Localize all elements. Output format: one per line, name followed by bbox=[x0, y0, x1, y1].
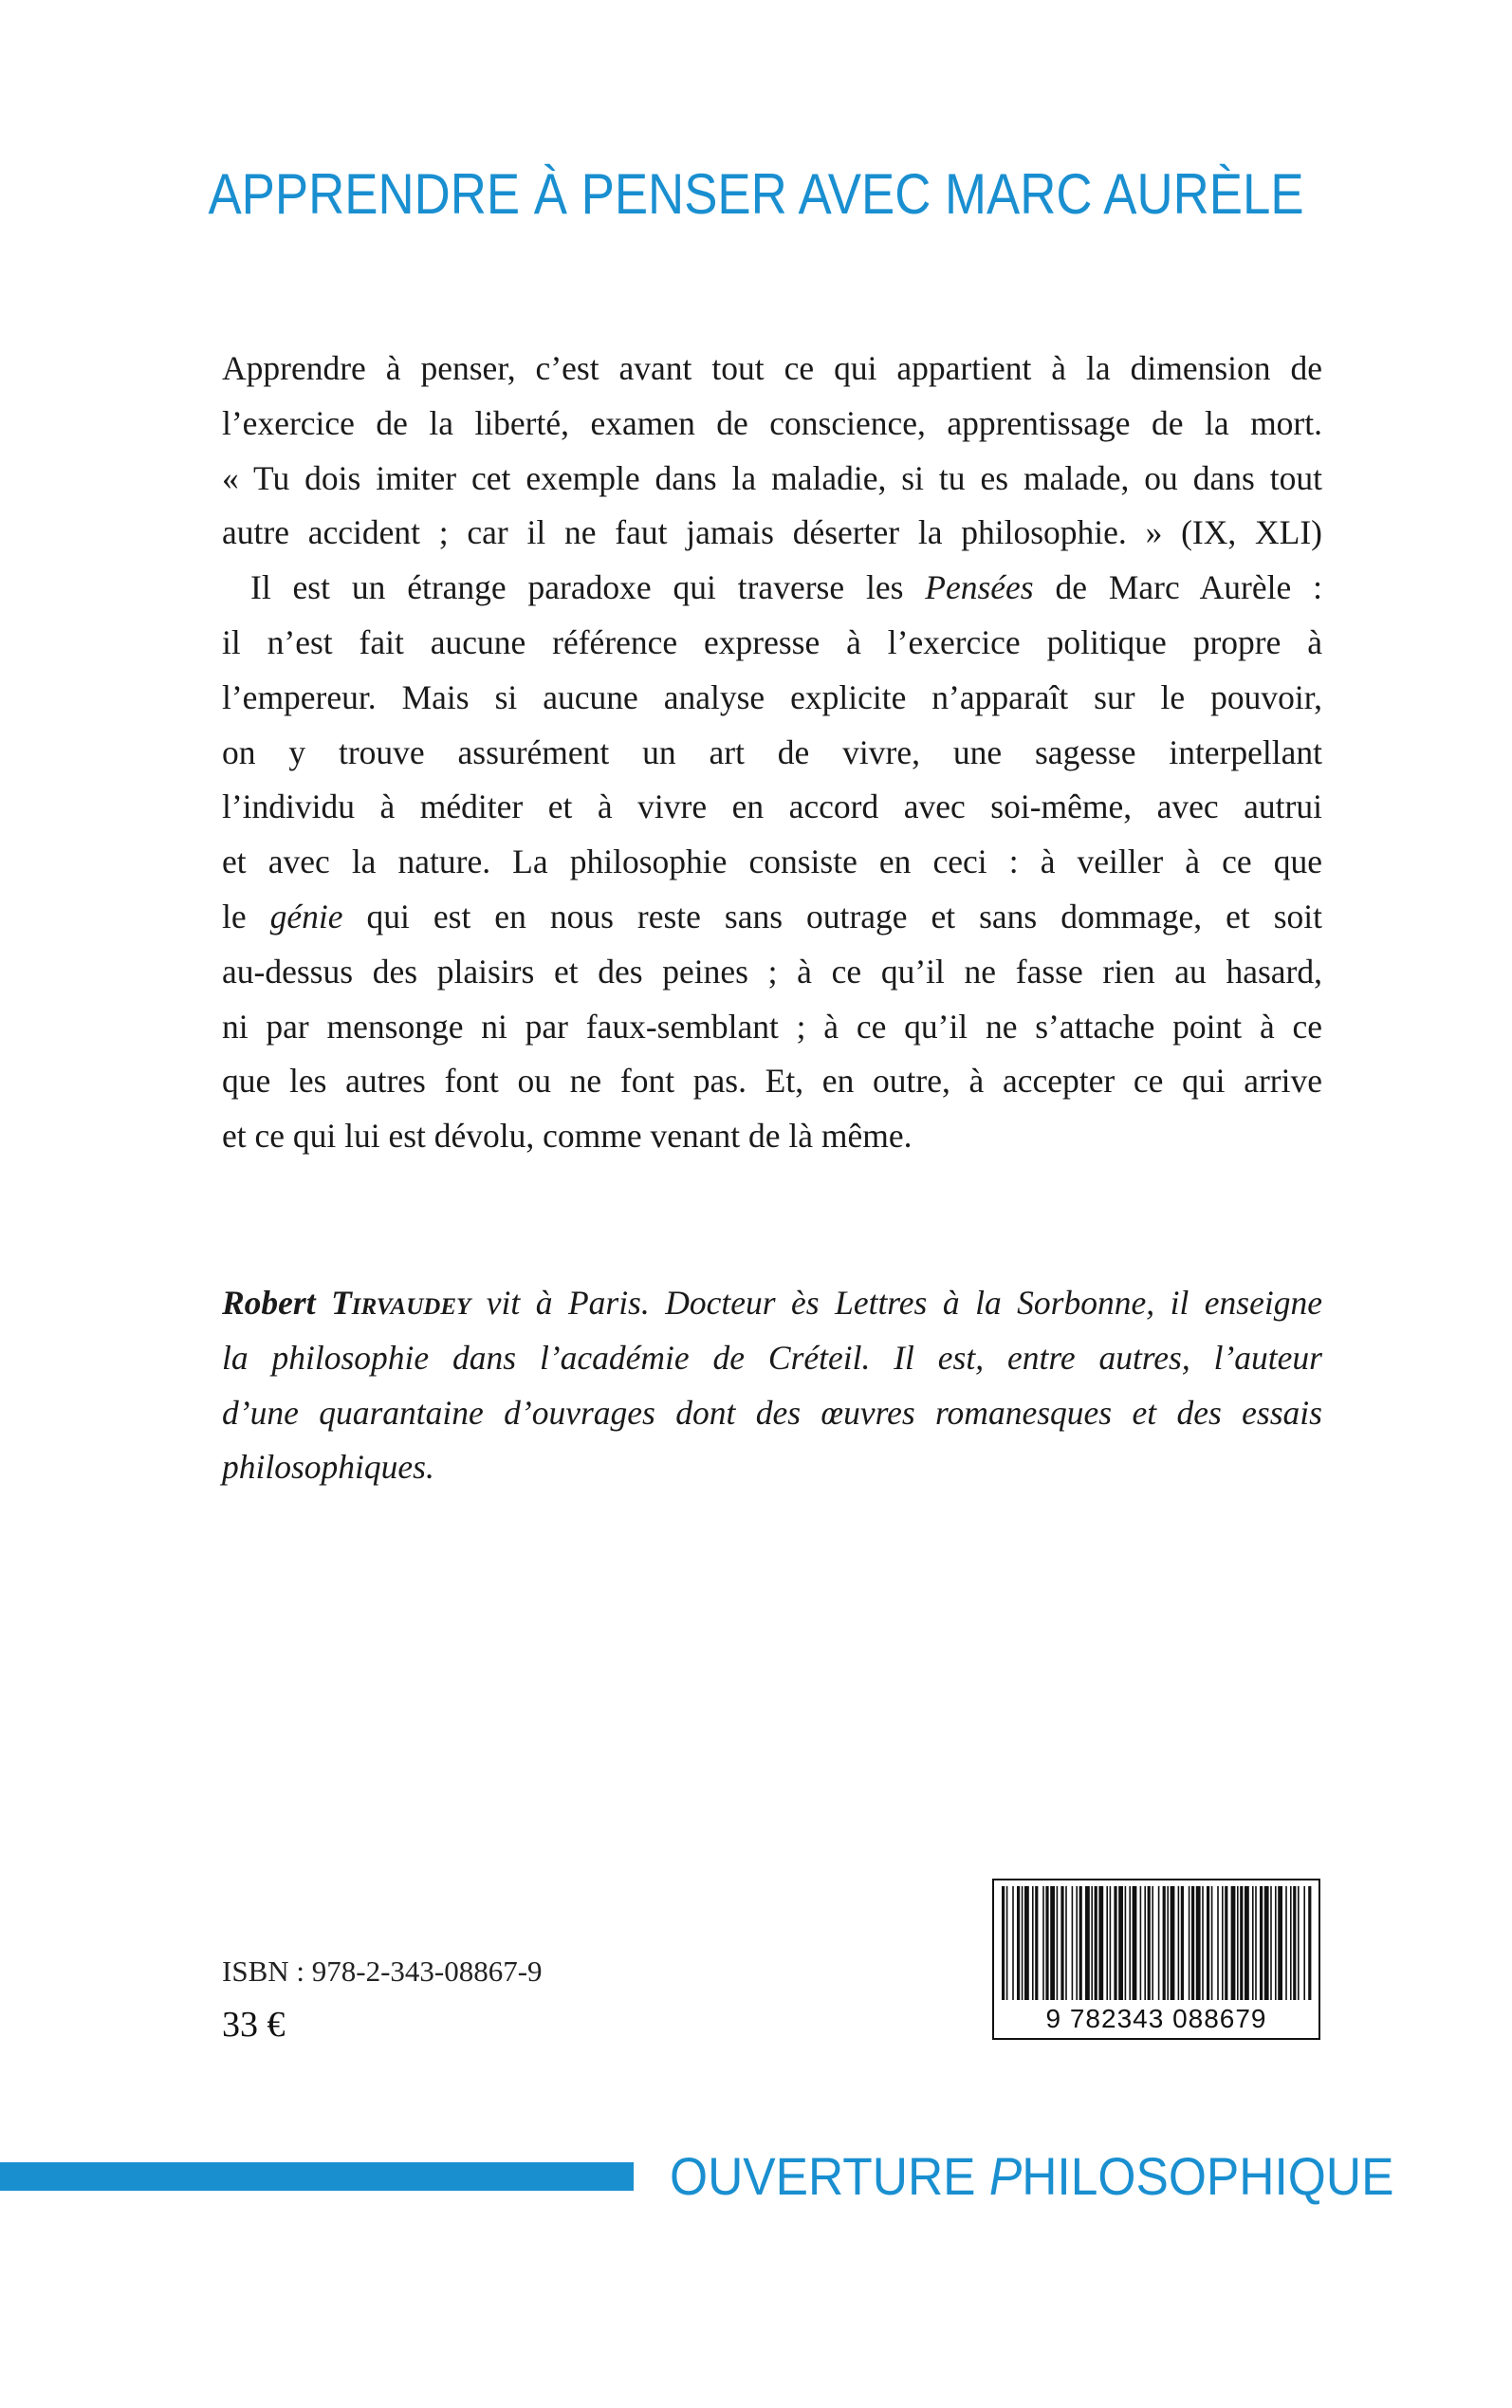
author-last-name: Tirvaudey bbox=[331, 1284, 471, 1322]
body-line: Il est un étrange paradoxe qui traverse les Pensées de Marc Aurèle : bbox=[250, 568, 1322, 607]
emphasis-pensees: Pensées bbox=[925, 568, 1034, 607]
body-line: il n’est fait aucune référence expresse à l’exercice politique propre à bbox=[222, 622, 1322, 661]
body-line: et avec la nature. La philosophie consiste en ceci : à veiller à ce que bbox=[222, 843, 1322, 881]
back-cover-text bbox=[222, 342, 1322, 1164]
book-title: APPRENDRE À PENSER AVEC MARC AURÈLE bbox=[208, 162, 1304, 226]
barcode-bars-icon bbox=[1000, 1886, 1313, 2000]
emphasis-genie: génie bbox=[269, 897, 343, 935]
barcode-digits: 9 782343 088679 bbox=[1045, 2004, 1267, 2033]
price: 33 € bbox=[222, 2005, 286, 2045]
body-line: et ce qui lui est dévolu, comme venant de là même. bbox=[222, 1117, 913, 1156]
collection-accent-bar bbox=[0, 2162, 634, 2191]
bio-line: philosophiques. bbox=[222, 1448, 434, 1487]
body-line: l’exercice de la liberté, examen de conscience, apprentissage de la mort. bbox=[222, 403, 1322, 442]
body-line: autre accident ; car il ne faut jamais déserter la philosophie. » (IX, XLI) bbox=[222, 513, 1322, 552]
body-line: « Tu dois imiter cet exemple dans la maladie, si tu es malade, ou dans tout bbox=[222, 458, 1322, 497]
body-line: l’empereur. Mais si aucune analyse explicite n’apparaît sur le pouvoir, bbox=[222, 677, 1322, 716]
body-line: Apprendre à penser, c’est avant tout ce qui appartient à la dimension de bbox=[222, 349, 1322, 387]
author-first-name: Robert bbox=[222, 1284, 332, 1322]
author-bio bbox=[222, 1276, 1322, 1495]
bio-line: Robert Tirvaudey vit à Paris. Docteur ès Lettres à la Sorbonne, il enseigne bbox=[222, 1284, 1322, 1322]
body-line: que les autres font ou ne font pas. Et, en outre, à accepter ce qui arrive bbox=[222, 1062, 1322, 1101]
body-line: au-dessus des plaisirs et des peines ; à ce qu’il ne fasse rien au hasard, bbox=[222, 952, 1322, 991]
isbn: ISBN : 978-2-343-08867-9 bbox=[222, 1954, 543, 1988]
body-line: le génie qui est en nous reste sans outrage et sans dommage, et soit bbox=[222, 897, 1323, 935]
body-line: ni par mensonge ni par faux-semblant ; à ce qu’il ne s’attache point à ce bbox=[222, 1007, 1322, 1046]
collection-name: OUVERTURE PHILOSOPHIQUE bbox=[670, 2146, 1394, 2206]
body-line: l’individu à méditer et à vivre en accord avec soi-même, avec autrui bbox=[222, 787, 1322, 826]
barcode bbox=[992, 1879, 1320, 2040]
body-line: on y trouve assurément un art de vivre, une sagesse interpellant bbox=[222, 732, 1322, 771]
bio-line: la philosophie dans l’académie de Créteil. Il est, entre autres, l’auteur bbox=[222, 1338, 1322, 1377]
bio-line: d’une quarantaine d’ouvrages dont des œuvres romanesques et des essais bbox=[222, 1393, 1322, 1432]
